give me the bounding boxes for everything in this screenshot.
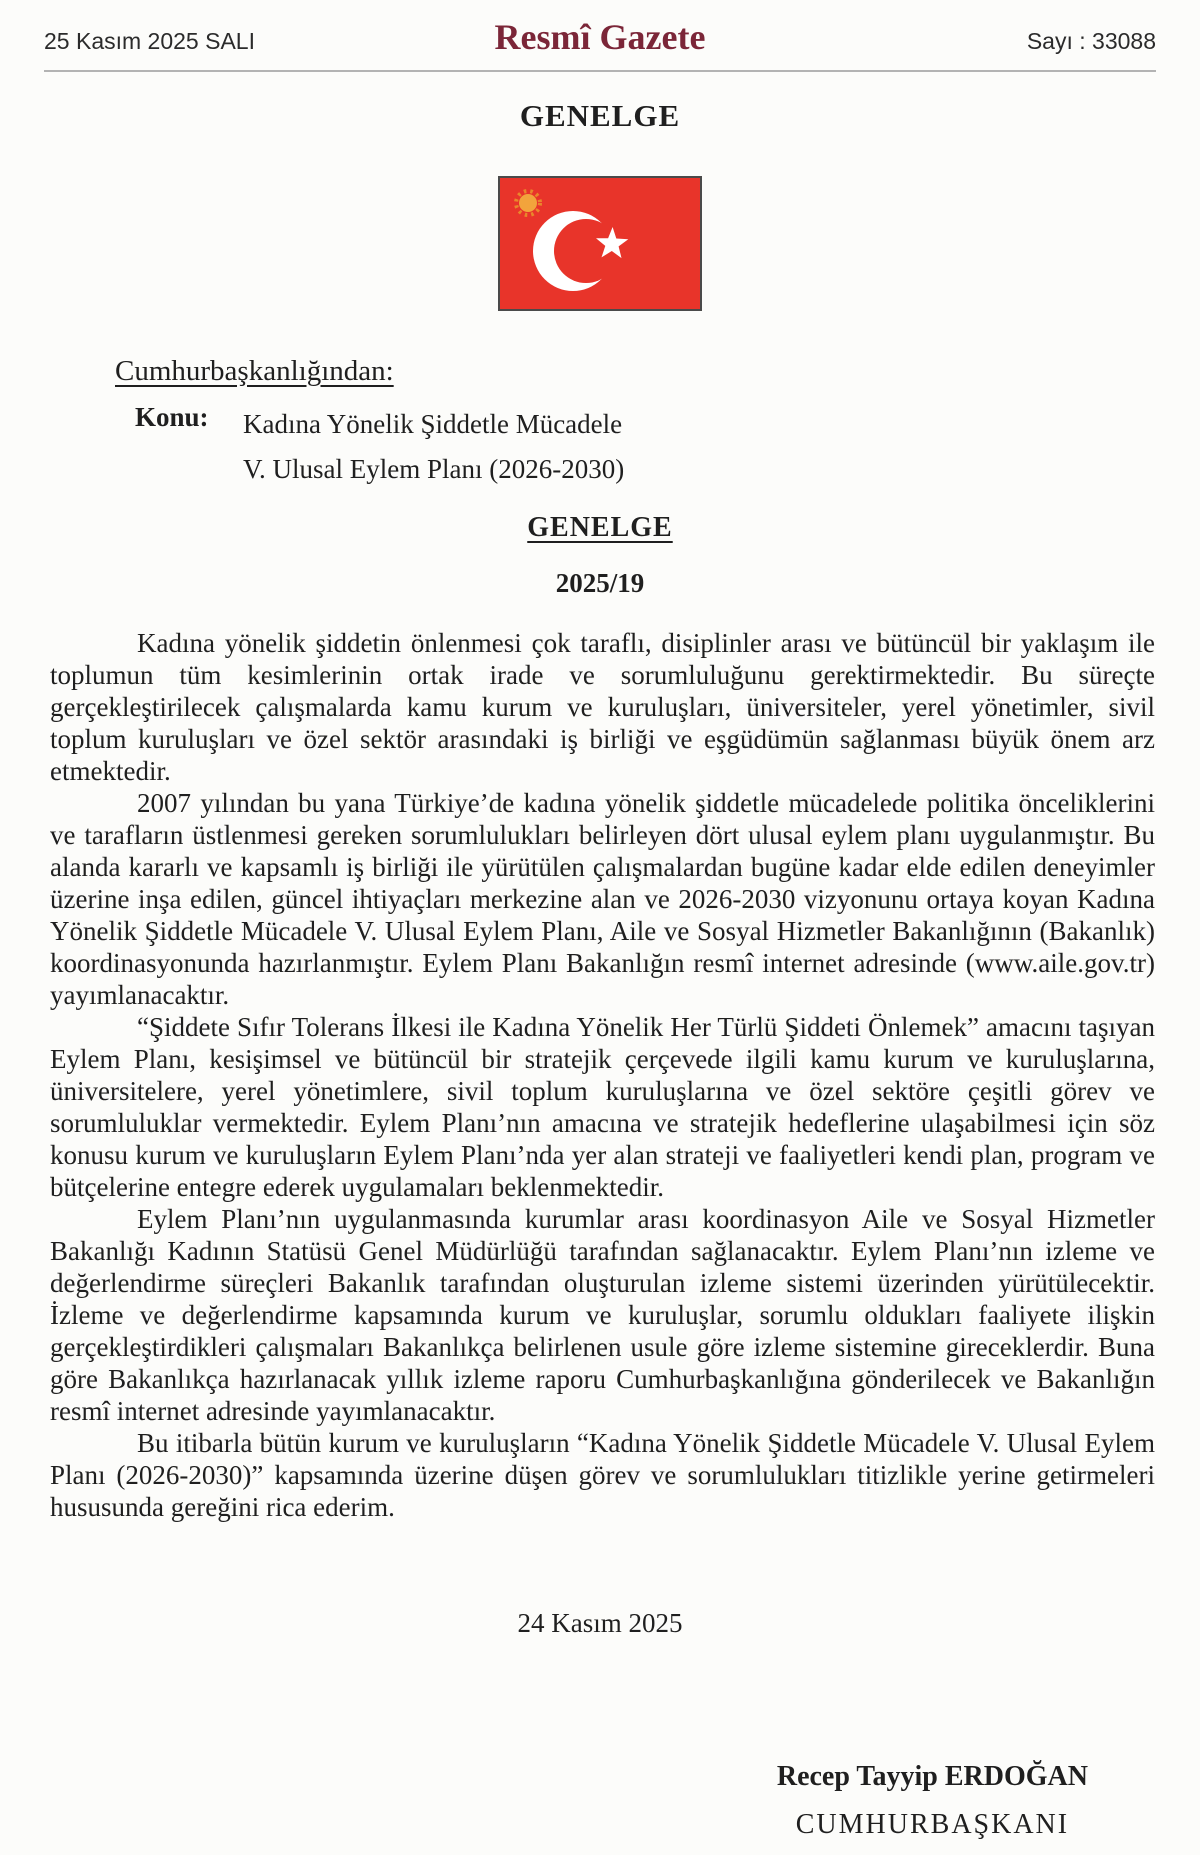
turkish-flag-image (498, 176, 702, 311)
circular-heading: GENELGE (527, 512, 673, 543)
issuer-heading: Cumhurbaşkanlığından: (115, 355, 394, 387)
subject-line-2: V. Ulusal Eylem Planı (2026-2030) (243, 454, 625, 484)
masthead-date: 25 Kasım 2025 SALI (44, 28, 255, 54)
signature-block (0, 1761, 1200, 1841)
subject-lines (243, 402, 624, 492)
subject-label: Konu: (135, 402, 209, 432)
issue-number: Sayı : 33088 (1026, 28, 1156, 54)
circular-number: 2025/19 (555, 568, 645, 598)
masthead-divider (44, 70, 1156, 72)
signatory-name: Recep Tayyip ERDOĞAN (776, 1761, 1088, 1792)
gazette-title: Resmî Gazete (494, 17, 706, 57)
body-paragraph-4: Eylem Planı’nın uygulanmasında kurumlar arası koordinasyon Aile ve Sosyal Hizmetler Bakanlığı Kadının Statüsü Genel Müdürlüğü tarafından sağlanacaktır. Eylem Planı’nın izleme ve değerlendirme süreçleri Bakanlık tarafından oluşturulan izleme sistemi üzerinden yürütülecektir. İzleme ve değerlendirme kapsamında kurum ve kuruluşlar, sorumlu oldukları faaliyete ilişkin gerçekleştirdikleri çalışmaları Bakanlıkça belirlenen usule göre izleme sistemine gireceklerdir. Buna göre Bakanlıkça hazırlanacak yıllık izleme raporu Cumhurbaşkanlığına gönderilecek ve Bakanlığın resmî internet adresinde yayımlanacaktır. (50, 1204, 1155, 1426)
circular-heading-wrap (0, 512, 1200, 544)
masthead (0, 0, 1200, 58)
signature-inner (777, 1761, 1088, 1841)
body-paragraph-2: 2007 yılından bu yana Türkiye’de kadına yönelik şiddetle mücadelede politika önceliklerini ve tarafların üstlenmesi gereken sorumlulukları belirleyen dört ulusal eylem planı uygulanmıştır. Bu alanda kararlı ve kapsamlı iş birliği ile yürütülen çalışmalardan bugüne kadar elde edilen deneyimler üzerine inşa edilen, güncel ihtiyaçları merkezine alan ve 2026-2030 vizyonunu ortaya koyan Kadına Yönelik Şiddetle Mücadele V. Ulusal Eylem Planı, Aile ve Sosyal Hizmetler Bakanlığının (Bakanlık) koordinasyonunda hazırlanmıştır. Eylem Planı Bakanlığın resmî internet adresinde (www.aile.gov.tr) yayımlanacaktır. (50, 788, 1155, 1010)
flag-container (0, 176, 1200, 311)
signatory-title: CUMHURBAŞKANI (795, 1809, 1070, 1840)
subject-line-1: Kadına Yönelik Şiddetle Mücadele (243, 409, 623, 439)
signature-date: 24 Kasım 2025 (517, 1608, 683, 1638)
body-paragraph-3: “Şiddete Sıfır Tolerans İlkesi ile Kadına Yönelik Her Türlü Şiddeti Önlemek” amacını taşıyan Eylem Planı, kesişimsel ve bütüncül bir stratejik çerçevede ilgili kamu kurum ve kuruluşlarına, üniversitelere, yerel yönetimlere, sivil toplum kuruluşlarına ve özel sektöre çeşitli görev ve sorumluluklar vermektedir. Eylem Planı’nın amacına ve stratejik hedeflerine ulaşabilmesi için söz konusu kurum ve kuruluşların Eylem Planı’nda yer alan strateji ve faaliyetleri kendi plan, program ve bütçelerine entegre ederek uygulamaları beklenmektedir. (50, 1012, 1155, 1202)
circular-body (50, 627, 1155, 1523)
document-type-heading: GENELGE (519, 98, 681, 133)
body-paragraph-1: Kadına yönelik şiddetin önlenmesi çok taraflı, disiplinler arası ve bütüncül bir yaklaşım ile toplumun tüm kesimlerinin ortak irade ve sorumluluğunu gerektirmektedir. Bu süreçte gerçekleştirilecek çalışmalarda kamu kurum ve kuruluşları, üniversiteler, yerel yönetimler, sivil toplum kuruluşları ve özel sektör arasındaki iş birliği ve eşgüdümün sağlanması büyük önem arz etmektedir. (50, 628, 1155, 786)
body-paragraph-5: Bu itibarla bütün kurum ve kuruluşların “Kadına Yönelik Şiddetle Mücadele V. Ulusal Eylem Planı (2026-2030)” kapsamında üzerine düşen görev ve sorumlulukları titizlikle yerine getirmeleri hususunda gereğini rica ederim. (50, 1428, 1155, 1522)
subject-row (135, 402, 1200, 492)
